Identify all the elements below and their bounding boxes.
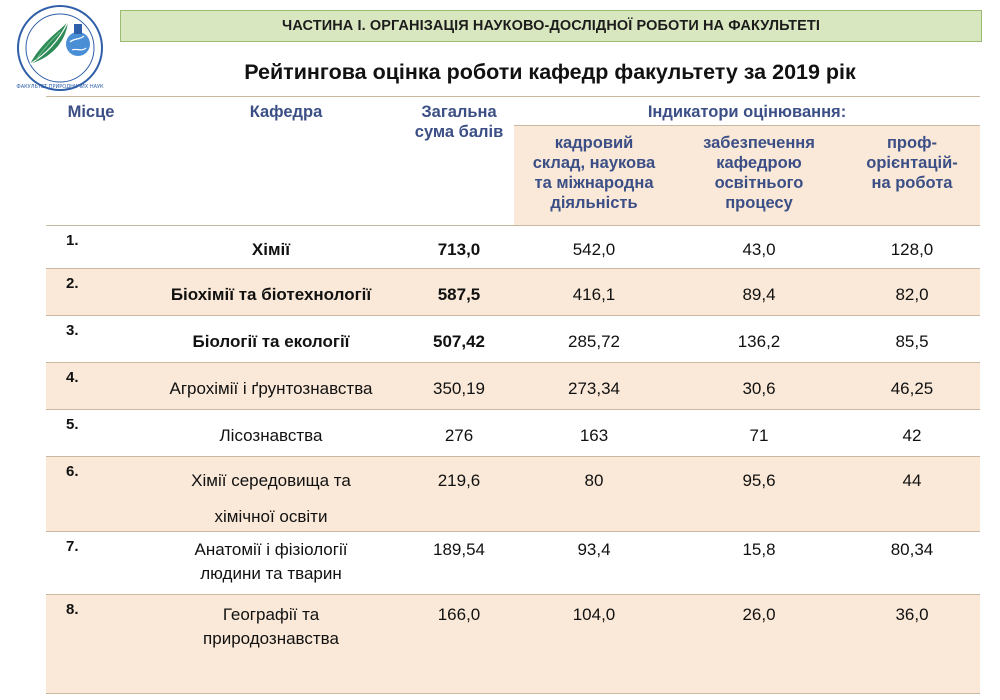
table-row bbox=[46, 409, 980, 456]
header-total-line2: сума балів bbox=[414, 123, 504, 141]
row-indicator-3: 85,5 bbox=[895, 332, 929, 351]
indicators-divider bbox=[514, 125, 980, 126]
header-indicator-2-line: освітнього bbox=[714, 174, 804, 192]
row-place: 5. bbox=[66, 416, 79, 433]
table-row bbox=[46, 531, 980, 594]
header-indicator-3-line: орієнтацій- bbox=[866, 154, 958, 172]
table-row bbox=[46, 362, 980, 409]
row-indicator-3: 42 bbox=[902, 426, 922, 445]
row-dept bbox=[126, 377, 416, 401]
header-total-line1: Загальна bbox=[421, 103, 497, 121]
header-indicator-2 bbox=[674, 133, 844, 213]
row-dept-line: Біології та екології bbox=[192, 332, 350, 351]
header-place: Місце bbox=[67, 103, 115, 121]
row-indicator-2: 95,6 bbox=[742, 471, 776, 490]
row-dept-line: природознавства bbox=[203, 629, 339, 648]
header-total bbox=[404, 102, 514, 142]
table-row bbox=[46, 268, 980, 315]
row-indicator-1: 104,0 bbox=[572, 605, 616, 624]
row-total: 189,54 bbox=[433, 540, 485, 559]
row-dept bbox=[126, 603, 416, 651]
row-indicator-1: 163 bbox=[579, 426, 609, 445]
header-indicator-2-line: кафедрою bbox=[716, 154, 802, 172]
header-indicator-3 bbox=[844, 133, 980, 193]
row-dept bbox=[126, 469, 416, 529]
row-indicator-3: 82,0 bbox=[895, 285, 929, 304]
row-place: 2. bbox=[66, 275, 79, 292]
row-dept-line: хімічної освіти bbox=[214, 507, 328, 526]
table-row bbox=[46, 456, 980, 531]
table-header bbox=[46, 96, 980, 225]
row-total: 219,6 bbox=[437, 471, 481, 490]
row-indicator-2: 136,2 bbox=[737, 332, 781, 351]
table-body bbox=[46, 225, 980, 693]
header-indicator-1-line: склад, наукова bbox=[532, 154, 656, 172]
header-indicator-1-line: діяльність bbox=[550, 194, 638, 212]
row-total: 350,19 bbox=[433, 379, 485, 398]
row-indicator-1: 416,1 bbox=[572, 285, 616, 304]
row-total: 507,42 bbox=[433, 332, 485, 351]
row-indicator-3: 44 bbox=[902, 471, 922, 490]
row-place: 7. bbox=[66, 538, 79, 555]
table-row bbox=[46, 225, 980, 268]
row-place: 8. bbox=[66, 601, 79, 618]
row-total: 587,5 bbox=[437, 285, 481, 304]
row-indicator-3: 46,25 bbox=[890, 379, 934, 398]
row-indicator-3: 80,34 bbox=[890, 540, 934, 559]
row-place: 6. bbox=[66, 463, 79, 480]
row-total: 276 bbox=[444, 426, 474, 445]
row-indicator-2: 15,8 bbox=[742, 540, 776, 559]
university-leaf-logo bbox=[6, 2, 114, 94]
table-row bbox=[46, 315, 980, 362]
rating-table bbox=[46, 96, 980, 694]
row-dept bbox=[126, 330, 416, 354]
row-dept-line: Географії та bbox=[222, 605, 320, 624]
row-indicator-2: 43,0 bbox=[742, 240, 776, 259]
row-indicator-2: 26,0 bbox=[742, 605, 776, 624]
row-indicator-3: 128,0 bbox=[890, 240, 934, 259]
row-dept-line: Хімії bbox=[251, 240, 291, 259]
header-dept: Кафедра bbox=[249, 103, 323, 121]
row-indicator-1: 542,0 bbox=[572, 240, 616, 259]
row-dept-line: Лісознавства bbox=[219, 426, 323, 445]
section-banner: ЧАСТИНА І. ОРГАНІЗАЦІЯ НАУКОВО-ДОСЛІДНОЇ РОБОТИ НА ФАКУЛЬТЕТІ bbox=[120, 10, 982, 42]
row-indicator-1: 273,34 bbox=[568, 379, 620, 398]
row-indicator-2: 89,4 bbox=[742, 285, 776, 304]
header-indicators: Індикатори оцінювання: bbox=[647, 103, 847, 121]
header-indicator-1-line: кадровий bbox=[554, 134, 634, 152]
row-total: 166,0 bbox=[437, 605, 481, 624]
row-dept bbox=[126, 283, 416, 307]
page-title: Рейтингова оцінка роботи кафедр факультету за 2019 рік bbox=[244, 60, 856, 84]
row-dept bbox=[126, 424, 416, 448]
header-indicator-2-line: процесу bbox=[725, 194, 793, 212]
row-indicator-1: 93,4 bbox=[577, 540, 611, 559]
row-dept-line: Хімії середовища та bbox=[191, 471, 351, 490]
row-dept-line: людини та тварин bbox=[200, 564, 342, 583]
row-indicator-1: 285,72 bbox=[568, 332, 620, 351]
row-total: 713,0 bbox=[437, 240, 481, 259]
table-bottom-border bbox=[46, 693, 980, 694]
row-indicator-3: 36,0 bbox=[895, 605, 929, 624]
row-dept-line: Агрохімії і ґрунтознавства bbox=[169, 379, 373, 398]
svg-text:ФАКУЛЬТЕТ ПРИРОДНИЧИХ НАУК: ФАКУЛЬТЕТ ПРИРОДНИЧИХ НАУК bbox=[16, 84, 104, 90]
row-indicator-2: 30,6 bbox=[742, 379, 776, 398]
table-row bbox=[46, 594, 980, 693]
header-indicator-3-line: проф- bbox=[886, 134, 938, 152]
row-dept bbox=[126, 538, 416, 586]
header-indicator-1-line: та міжнародна bbox=[534, 174, 654, 192]
row-indicator-2: 71 bbox=[749, 426, 769, 445]
row-dept-line: Біохімії та біотехнології bbox=[170, 285, 372, 304]
header-indicator-2-line: забезпечення bbox=[703, 134, 815, 152]
row-dept bbox=[126, 238, 416, 262]
row-dept-line: Анатомії і фізіології bbox=[194, 540, 348, 559]
header-indicator-3-line: на робота bbox=[871, 174, 953, 192]
row-place: 4. bbox=[66, 369, 79, 386]
row-place: 1. bbox=[66, 232, 79, 249]
row-place: 3. bbox=[66, 322, 79, 339]
row-indicator-1: 80 bbox=[584, 471, 604, 490]
header-indicator-1 bbox=[514, 133, 674, 213]
